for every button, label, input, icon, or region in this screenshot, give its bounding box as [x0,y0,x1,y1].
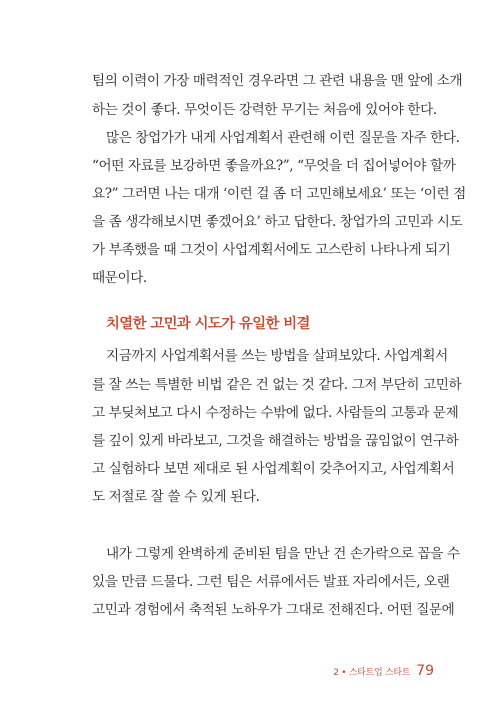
body-text-line: 를 깊이 있게 바라보고, 그것을 해결하는 방법을 끊임없이 연구하 [92,433,459,449]
body-text-line: 지금까지 사업계획서를 쓰는 방법을 살펴보았다. 사업계획서 [106,348,448,364]
body-text-line: 요?” 그러면 나는 대개 ‘이런 걸 좀 더 고민해보세요’ 또는 ‘이런 점 [92,186,466,202]
body-text-line: 내가 그렇게 완벽하게 준비된 팀을 만난 건 손가락으로 꼽을 수 [106,546,460,562]
chapter-label: 2 • 스타트업 스타트 [333,668,411,678]
body-text-line: “어떤 자료를 보강하면 좋을까요?”, “무엇을 더 집어넣어야 할까 [92,158,456,174]
body-text-line: 을 좀 생각해보시면 좋겠어요’ 하고 답한다. 창업가의 고민과 시도 [92,214,463,230]
section-heading: 치열한 고민과 시도가 유일한 비결 [106,316,310,332]
page-footer [333,660,434,679]
body-text-line: 가 부족했을 때 그것이 사업계획서에도 고스란히 나타나게 되기 [92,242,451,258]
body-text-line: 고민과 경험에서 축적된 노하우가 그대로 전해진다. 어떤 질문에 [92,602,455,618]
body-text-line: 고 부딪쳐보고 다시 수정하는 수밖에 없다. 사람들의 고통과 문제 [92,405,459,421]
body-text-line: 고 실험하다 보면 제대로 된 사업계획이 갖추어지고, 사업계획서 [92,461,455,477]
body-text-line: 를 잘 쓰는 특별한 비법 같은 건 없는 것 같다. 그저 부단히 고민하 [92,377,462,393]
body-text-line: 많은 창업가가 내게 사업계획서 관련해 이런 질문을 자주 한다. [106,130,460,146]
body-text-line: 팀의 이력이 가장 매력적인 경우라면 그 관련 내용을 맨 앞에 소개 [92,73,463,89]
page-number: 79 [416,663,434,679]
body-text-line: 있을 만큼 드물다. 그런 팀은 서류에서든 발표 자리에서든, 오랜 [92,574,450,590]
body-text-line: 때문이다. [92,270,147,286]
body-text-line: 도 저절로 잘 쓸 수 있게 된다. [92,489,260,505]
body-text-line: 하는 것이 좋다. 무엇이든 강력한 무기는 처음에 있어야 한다. [92,102,437,118]
